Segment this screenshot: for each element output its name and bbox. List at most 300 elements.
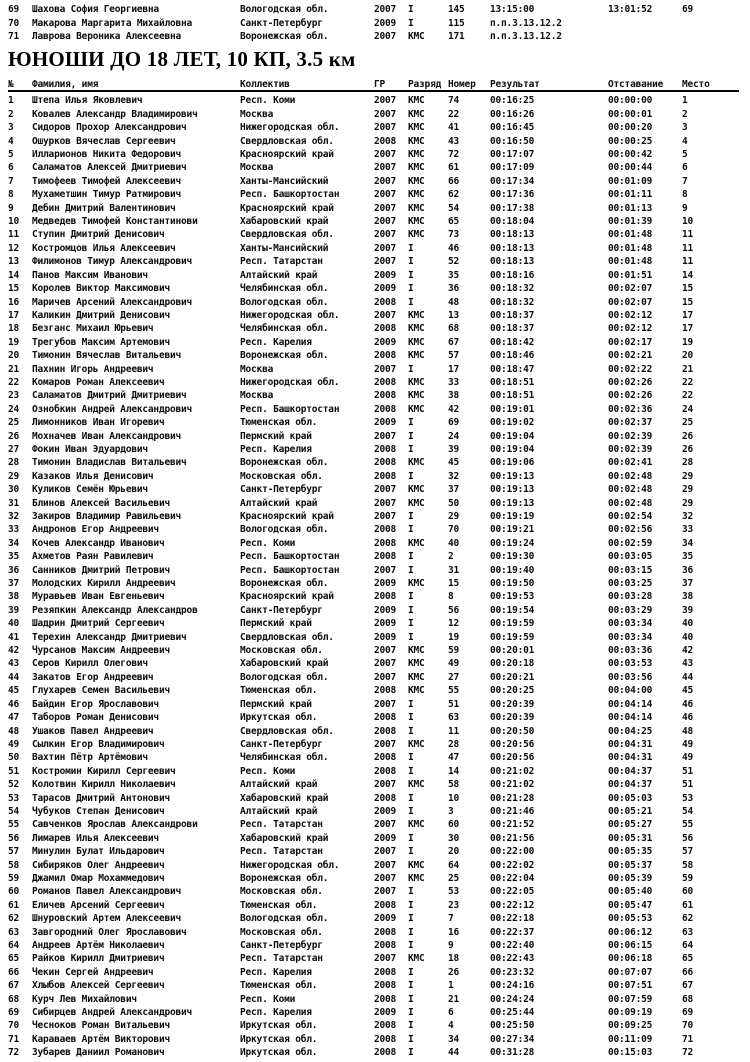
cell-position: 48	[8, 725, 20, 737]
table-row	[8, 403, 750, 416]
cell-place: 46	[682, 698, 694, 710]
cell-position: 11	[8, 229, 20, 241]
cell-position: 40	[8, 618, 20, 630]
cell-place: 22	[682, 376, 694, 388]
cell-bib-number: 46	[448, 242, 460, 254]
cell-place: 48	[682, 725, 694, 737]
cell-birth-year: 2007	[374, 658, 397, 670]
cell-birth-year: 2007	[374, 819, 397, 831]
table-row	[8, 416, 750, 429]
cell-rank: I	[408, 296, 414, 308]
header-number-sign: №	[8, 79, 14, 91]
cell-place: 11	[682, 242, 694, 254]
cell-rank: I	[408, 1020, 414, 1032]
cell-position: 26	[8, 430, 20, 442]
cell-gap: 00:06:12	[608, 926, 653, 938]
cell-rank: КМС	[408, 484, 425, 496]
cell-rank: I	[408, 4, 414, 16]
cell-position: 46	[8, 698, 20, 710]
cell-result: 00:20:39	[490, 712, 535, 724]
cell-name: Байдин Егор Ярославович	[32, 698, 159, 710]
cell-place: 65	[682, 953, 694, 965]
cell-rank: КМС	[408, 149, 425, 161]
cell-result: 00:25:44	[490, 1007, 535, 1019]
cell-rank: I	[408, 712, 414, 724]
cell-name: Филимонов Тимур Александрович	[32, 256, 193, 268]
cell-rank: КМС	[408, 738, 425, 750]
cell-position: 44	[8, 671, 20, 683]
cell-birth-year: 2009	[374, 283, 397, 295]
cell-birth-year: 2008	[374, 135, 397, 147]
cell-team: Красноярский край	[240, 149, 334, 161]
cell-team: Ханты-Мансийский	[240, 175, 329, 187]
cell-result: 00:22:37	[490, 926, 535, 938]
cell-team: Пермский край	[240, 430, 312, 442]
cell-team: Свердловская обл.	[240, 631, 334, 643]
cell-result: 00:19:04	[490, 430, 535, 442]
table-row	[8, 537, 750, 550]
cell-bib-number: 18	[448, 953, 460, 965]
cell-name: Зубарев Даниил Романович	[32, 1047, 165, 1059]
cell-gap: 00:09:19	[608, 1007, 653, 1019]
cell-rank: КМС	[408, 578, 425, 590]
cell-gap: 00:02:48	[608, 497, 653, 509]
cell-bib-number: 145	[448, 4, 465, 16]
cell-birth-year: 2008	[374, 350, 397, 362]
cell-rank: I	[408, 832, 414, 844]
cell-birth-year: 2007	[374, 363, 397, 375]
cell-birth-year: 2008	[374, 712, 397, 724]
cell-name: Комаров Роман Алексеевич	[32, 376, 165, 388]
cell-result: 00:31:28	[490, 1047, 535, 1059]
cell-birth-year: 2009	[374, 913, 397, 925]
header-rank: Разряд	[408, 79, 442, 91]
table-row	[8, 376, 750, 389]
cell-gap: 00:05:35	[608, 846, 653, 858]
cell-rank: I	[408, 591, 414, 603]
cell-bib-number: 26	[448, 966, 460, 978]
cell-place: 34	[682, 537, 694, 549]
cell-bib-number: 53	[448, 886, 460, 898]
cell-rank: I	[408, 966, 414, 978]
cell-position: 1	[8, 95, 14, 107]
cell-gap: 00:09:25	[608, 1020, 653, 1032]
cell-position: 28	[8, 457, 20, 469]
cell-rank: I	[408, 430, 414, 442]
cell-birth-year: 2008	[374, 591, 397, 603]
cell-birth-year: 2008	[374, 752, 397, 764]
table-row	[8, 992, 750, 1005]
cell-bib-number: 3	[448, 805, 454, 817]
cell-gap: 00:04:00	[608, 685, 653, 697]
cell-team: Алтайский край	[240, 805, 318, 817]
cell-rank: I	[408, 846, 414, 858]
table-row	[8, 389, 750, 402]
cell-birth-year: 2007	[374, 122, 397, 134]
cell-result: 00:19:59	[490, 618, 535, 630]
cell-bib-number: 9	[448, 940, 454, 952]
cell-place: 1	[682, 95, 688, 107]
cell-bib-number: 20	[448, 846, 460, 858]
cell-name: Андронов Егор Андреевич	[32, 524, 159, 536]
cell-gap: 00:06:18	[608, 953, 653, 965]
cell-team: Вологодская обл.	[240, 4, 329, 16]
cell-position: 24	[8, 403, 20, 415]
cell-rank: I	[408, 752, 414, 764]
cell-team: Челябинская обл.	[240, 752, 329, 764]
cell-name: Лимарев Илья Алексеевич	[32, 832, 159, 844]
results-table-body	[8, 94, 750, 1059]
cell-birth-year: 2009	[374, 417, 397, 429]
table-row	[8, 108, 750, 121]
cell-position: 33	[8, 524, 20, 536]
cell-gap: 00:00:44	[608, 162, 653, 174]
cell-gap: 00:04:31	[608, 738, 653, 750]
cell-place: 71	[682, 1033, 694, 1045]
cell-place: 15	[682, 283, 694, 295]
cell-position: 4	[8, 135, 14, 147]
cell-team: Московская обл.	[240, 886, 323, 898]
cell-rank: КМС	[408, 872, 425, 884]
cell-birth-year: 2008	[374, 551, 397, 563]
cell-birth-year: 2008	[374, 685, 397, 697]
cell-place: 44	[682, 671, 694, 683]
cell-gap: 00:01:48	[608, 242, 653, 254]
cell-birth-year: 2007	[374, 4, 397, 16]
cell-place: 10	[682, 216, 694, 228]
cell-rank: КМС	[408, 323, 425, 335]
table-row	[8, 134, 750, 147]
table-row	[8, 496, 750, 509]
cell-bib-number: 34	[448, 1033, 460, 1045]
cell-birth-year: 2007	[374, 202, 397, 214]
cell-bib-number: 28	[448, 738, 460, 750]
cell-position: 50	[8, 752, 20, 764]
cell-result: 00:19:30	[490, 551, 535, 563]
cell-bib-number: 67	[448, 336, 460, 348]
cell-bib-number: 72	[448, 149, 460, 161]
cell-position: 42	[8, 645, 20, 657]
cell-result: 00:17:09	[490, 162, 535, 174]
cell-name: Штепа Илья Яковлевич	[32, 95, 143, 107]
table-header-row	[8, 78, 739, 92]
cell-bib-number: 27	[448, 671, 460, 683]
cell-team: Воронежская обл.	[240, 31, 329, 43]
cell-name: Колотвин Кирилл Николаевич	[32, 779, 176, 791]
cell-team: Воронежская обл.	[240, 350, 329, 362]
cell-rank: I	[408, 256, 414, 268]
cell-place: 68	[682, 993, 694, 1005]
cell-team: Московская обл.	[240, 645, 323, 657]
header-gap: Отставание	[608, 79, 664, 91]
cell-rank: КМС	[408, 658, 425, 670]
cell-rank: КМС	[408, 671, 425, 683]
cell-place: 32	[682, 511, 694, 523]
cell-result: 00:21:02	[490, 779, 535, 791]
previous-category-results-rows	[8, 3, 750, 43]
cell-name: Саламатов Алексей Дмитриевич	[32, 162, 187, 174]
table-row	[8, 269, 750, 282]
cell-result: 00:20:39	[490, 698, 535, 710]
cell-position: 36	[8, 564, 20, 576]
cell-rank: I	[408, 913, 414, 925]
cell-name: Тарасов Дмитрий Антонович	[32, 792, 170, 804]
section-title: ЮНОШИ ДО 18 ЛЕТ, 10 КП, 3.5 км	[8, 47, 356, 72]
cell-position: 64	[8, 940, 20, 952]
table-row	[8, 832, 750, 845]
cell-team: Челябинская обл.	[240, 323, 329, 335]
cell-team: Иркутская обл.	[240, 1020, 318, 1032]
cell-bib-number: 66	[448, 175, 460, 187]
cell-bib-number: 4	[448, 1020, 454, 1032]
cell-position: 9	[8, 202, 14, 214]
table-row	[8, 30, 750, 43]
cell-team: Нижегородская обл.	[240, 376, 340, 388]
cell-birth-year: 2007	[374, 645, 397, 657]
cell-gap: 00:04:31	[608, 752, 653, 764]
cell-team: Алтайский край	[240, 269, 318, 281]
cell-gap: 00:00:20	[608, 122, 653, 134]
cell-name: Курч Лев Михайлович	[32, 993, 137, 1005]
cell-gap: 00:02:56	[608, 524, 653, 536]
cell-bib-number: 73	[448, 229, 460, 241]
cell-result: 00:19:50	[490, 578, 535, 590]
table-row	[8, 765, 750, 778]
cell-place: 51	[682, 779, 694, 791]
cell-position: 68	[8, 993, 20, 1005]
cell-place: 58	[682, 859, 694, 871]
cell-team: Москва	[240, 162, 274, 174]
cell-position: 62	[8, 913, 20, 925]
cell-bib-number: 55	[448, 685, 460, 697]
table-row	[8, 845, 750, 858]
table-row	[8, 1006, 750, 1019]
cell-birth-year: 2009	[374, 805, 397, 817]
cell-birth-year: 2009	[374, 336, 397, 348]
cell-bib-number: 21	[448, 993, 460, 1005]
cell-rank: I	[408, 363, 414, 375]
cell-bib-number: 68	[448, 323, 460, 335]
cell-place: 35	[682, 551, 694, 563]
cell-gap: 00:05:39	[608, 872, 653, 884]
cell-gap: 00:04:14	[608, 698, 653, 710]
cell-name: Лимонников Иван Игоревич	[32, 417, 165, 429]
cell-birth-year: 2008	[374, 966, 397, 978]
cell-place: 63	[682, 926, 694, 938]
table-row	[8, 899, 750, 912]
cell-position: 17	[8, 309, 20, 321]
cell-bib-number: 65	[448, 216, 460, 228]
cell-rank: I	[408, 1007, 414, 1019]
cell-team: Пермский край	[240, 698, 312, 710]
cell-gap: 00:02:26	[608, 390, 653, 402]
cell-position: 30	[8, 484, 20, 496]
cell-position: 47	[8, 712, 20, 724]
cell-birth-year: 2008	[374, 457, 397, 469]
cell-bib-number: 50	[448, 497, 460, 509]
cell-gap: 00:02:22	[608, 363, 653, 375]
cell-bib-number: 33	[448, 376, 460, 388]
cell-gap: 00:02:12	[608, 323, 653, 335]
cell-team: Санкт-Петербург	[240, 940, 323, 952]
cell-result: 00:16:45	[490, 122, 535, 134]
table-row	[8, 751, 750, 764]
table-row	[8, 16, 750, 29]
cell-rank: I	[408, 1047, 414, 1059]
cell-bib-number: 69	[448, 417, 460, 429]
cell-place: 62	[682, 913, 694, 925]
cell-position: 54	[8, 805, 20, 817]
cell-place: 37	[682, 578, 694, 590]
cell-place: 67	[682, 980, 694, 992]
cell-team: Хабаровский край	[240, 216, 329, 228]
cell-bib-number: 48	[448, 296, 460, 308]
cell-name: Райков Кирилл Дмитриевич	[32, 953, 165, 965]
cell-gap: 00:04:25	[608, 725, 653, 737]
cell-place: 17	[682, 309, 694, 321]
cell-birth-year: 2007	[374, 564, 397, 576]
cell-birth-year: 2007	[374, 511, 397, 523]
cell-team: Алтайский край	[240, 497, 318, 509]
cell-team: Красноярский край	[240, 591, 334, 603]
cell-gap: 00:03:34	[608, 618, 653, 630]
cell-result: 00:19:53	[490, 591, 535, 603]
cell-birth-year: 2008	[374, 765, 397, 777]
cell-name: Сидоров Прохор Александрович	[32, 122, 187, 134]
cell-name: Тимонин Владислав Витальевич	[32, 457, 187, 469]
cell-rank: КМС	[408, 685, 425, 697]
cell-team: Вологодская обл.	[240, 671, 329, 683]
cell-bib-number: 54	[448, 202, 460, 214]
cell-place: 61	[682, 899, 694, 911]
cell-team: Респ. Татарстан	[240, 953, 323, 965]
cell-result: 00:27:34	[490, 1033, 535, 1045]
cell-team: Респ. Татарстан	[240, 256, 323, 268]
table-row	[8, 966, 750, 979]
cell-result: 00:18:13	[490, 256, 535, 268]
cell-bib-number: 17	[448, 363, 460, 375]
cell-position: 60	[8, 886, 20, 898]
cell-rank: КМС	[408, 216, 425, 228]
cell-name: Караваев Артём Викторович	[32, 1033, 170, 1045]
cell-birth-year: 2007	[374, 256, 397, 268]
cell-result: 00:22:40	[490, 940, 535, 952]
cell-result: 00:16:50	[490, 135, 535, 147]
cell-birth-year: 2007	[374, 671, 397, 683]
cell-bib-number: 41	[448, 122, 460, 134]
cell-rank: КМС	[408, 390, 425, 402]
table-row	[8, 456, 750, 469]
table-row	[8, 791, 750, 804]
cell-birth-year: 2009	[374, 618, 397, 630]
cell-team: Алтайский край	[240, 779, 318, 791]
table-row	[8, 201, 750, 214]
cell-gap: 00:03:05	[608, 551, 653, 563]
table-row	[8, 282, 750, 295]
cell-bib-number: 59	[448, 645, 460, 657]
cell-gap: 00:01:11	[608, 189, 653, 201]
cell-bib-number: 35	[448, 269, 460, 281]
cell-birth-year: 2007	[374, 242, 397, 254]
table-row	[8, 295, 750, 308]
cell-birth-year: 2007	[374, 859, 397, 871]
cell-result: 00:21:52	[490, 819, 535, 831]
cell-gap: 00:05:03	[608, 792, 653, 804]
cell-position: 29	[8, 470, 20, 482]
cell-place: 6	[682, 162, 688, 174]
cell-gap: 00:05:53	[608, 913, 653, 925]
cell-place: 9	[682, 202, 688, 214]
cell-rank: КМС	[408, 497, 425, 509]
cell-birth-year: 2007	[374, 698, 397, 710]
cell-place: 38	[682, 591, 694, 603]
cell-position: 57	[8, 846, 20, 858]
table-row	[8, 362, 750, 375]
cell-gap: 00:04:37	[608, 779, 653, 791]
table-row	[8, 604, 750, 617]
cell-birth-year: 2007	[374, 108, 397, 120]
cell-bib-number: 32	[448, 470, 460, 482]
cell-bib-number: 22	[448, 108, 460, 120]
cell-team: Свердловская обл.	[240, 135, 334, 147]
cell-result: 00:18:51	[490, 390, 535, 402]
cell-birth-year: 2008	[374, 940, 397, 952]
cell-birth-year: 2007	[374, 189, 397, 201]
table-row	[8, 429, 750, 442]
table-row	[8, 94, 750, 107]
cell-name: Безганс Михаил Юрьевич	[32, 323, 154, 335]
table-row	[8, 3, 750, 16]
cell-name: Ушаков Павел Андреевич	[32, 725, 154, 737]
cell-place: 66	[682, 966, 694, 978]
cell-name: Панов Максим Иванович	[32, 269, 148, 281]
cell-name: Кочев Александр Иванович	[32, 537, 165, 549]
cell-gap: 00:03:15	[608, 564, 653, 576]
cell-team: Тюменская обл.	[240, 980, 318, 992]
cell-rank: I	[408, 698, 414, 710]
cell-position: 6	[8, 162, 14, 174]
cell-result: 00:19:06	[490, 457, 535, 469]
table-row	[8, 349, 750, 362]
cell-place: 11	[682, 229, 694, 241]
cell-team: Нижегородская обл.	[240, 859, 340, 871]
cell-gap: 00:02:41	[608, 457, 653, 469]
cell-name: Серов Кирилл Олегович	[32, 658, 148, 670]
cell-gap: 00:02:36	[608, 403, 653, 415]
cell-name: Ошурков Вячеслав Сергеевич	[32, 135, 176, 147]
cell-result: 00:19:40	[490, 564, 535, 576]
cell-position: 27	[8, 443, 20, 455]
cell-place: 21	[682, 363, 694, 375]
cell-name: Глухарев Семен Васильевич	[32, 685, 170, 697]
cell-name: Маричев Арсений Александрович	[32, 296, 193, 308]
cell-birth-year: 2007	[374, 484, 397, 496]
cell-team: Санкт-Петербург	[240, 738, 323, 750]
cell-rank: КМС	[408, 31, 425, 43]
table-row	[8, 698, 750, 711]
cell-team: Респ. Карелия	[240, 1007, 312, 1019]
cell-gap: 00:02:39	[608, 430, 653, 442]
cell-name: Саламатов Дмитрий Дмитриевич	[32, 390, 187, 402]
cell-name: Муравьев Иван Евгеньевич	[32, 591, 165, 603]
cell-position: 22	[8, 376, 20, 388]
cell-gap: 00:05:37	[608, 859, 653, 871]
cell-gap: 00:06:15	[608, 940, 653, 952]
cell-position: 31	[8, 497, 20, 509]
cell-result: 00:19:13	[490, 497, 535, 509]
cell-rank: I	[408, 618, 414, 630]
table-row	[8, 778, 750, 791]
